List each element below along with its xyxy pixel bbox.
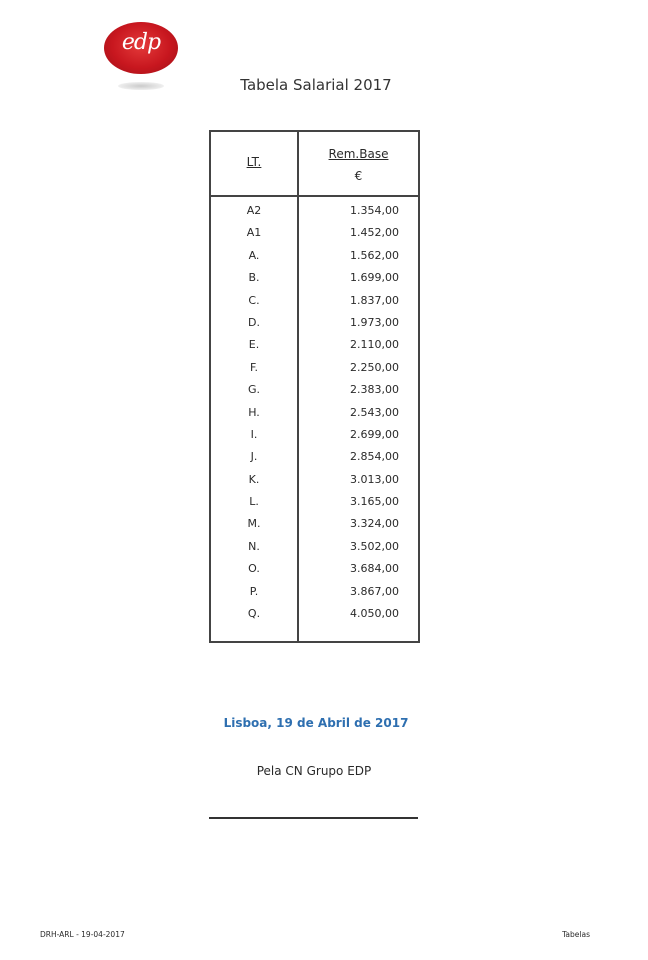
cell-rem-base: 3.502,00	[350, 539, 399, 553]
cell-lt: L.	[249, 495, 259, 509]
table-row	[211, 425, 418, 447]
cell-rem-base: 3.867,00	[350, 584, 399, 598]
cell-lt: O.	[248, 562, 260, 576]
cell-lt: K.	[248, 472, 260, 486]
table-row	[211, 380, 418, 402]
cell-rem-base: 1.973,00	[350, 315, 399, 329]
cell-lt: H.	[248, 405, 260, 419]
header-rem-base: Rem.Base	[328, 147, 389, 161]
cell-lt: B.	[248, 271, 260, 285]
table-row	[211, 604, 418, 626]
cell-rem-base: 2.110,00	[350, 338, 399, 352]
place-date: Lisboa, 19 de Abril de 2017	[223, 716, 409, 730]
header-currency: €	[354, 169, 363, 183]
table-row	[211, 514, 418, 536]
cell-lt: P.	[249, 584, 259, 598]
cell-rem-base: 3.684,00	[350, 562, 399, 576]
table-body	[211, 201, 418, 626]
table-row	[211, 492, 418, 514]
cell-lt: M.	[247, 517, 261, 531]
cell-rem-base: 1.562,00	[350, 248, 399, 262]
cell-rem-base: 1.837,00	[350, 293, 399, 307]
salary-table	[209, 130, 420, 643]
table-row	[211, 537, 418, 559]
cell-lt: F.	[249, 360, 259, 374]
cell-rem-base: 1.452,00	[350, 226, 399, 240]
table-row	[211, 403, 418, 425]
signer: Pela CN Grupo EDP	[256, 764, 372, 778]
cell-rem-base: 2.699,00	[350, 427, 399, 441]
table-row	[211, 313, 418, 335]
cell-rem-base: 2.854,00	[350, 450, 399, 464]
table-row	[211, 246, 418, 268]
signature-line	[209, 817, 418, 819]
cell-lt: N.	[248, 539, 260, 553]
table-header-divider	[211, 195, 418, 197]
cell-lt: Q.	[247, 607, 261, 621]
cell-lt: I.	[250, 427, 258, 441]
cell-rem-base: 1.354,00	[350, 204, 399, 217]
cell-lt: D.	[248, 315, 260, 329]
table-row	[211, 358, 418, 380]
cell-rem-base: 2.543,00	[350, 405, 399, 419]
cell-lt: G.	[247, 383, 261, 397]
table-row	[211, 291, 418, 313]
table-row	[211, 335, 418, 357]
header-lt: LT.	[246, 155, 262, 169]
table-row	[211, 268, 418, 290]
cell-lt: E.	[248, 338, 260, 352]
cell-rem-base: 4.050,00	[350, 607, 399, 621]
cell-rem-base: 3.324,00	[350, 517, 399, 531]
logo-text: edp	[121, 30, 161, 55]
cell-lt: J.	[250, 450, 258, 464]
footer-section: Tabelas	[562, 930, 590, 939]
cell-rem-base: 2.383,00	[350, 383, 399, 397]
cell-lt: A2	[246, 204, 262, 217]
table-row	[211, 447, 418, 469]
table-row	[211, 223, 418, 245]
table-row	[211, 470, 418, 492]
cell-rem-base: 2.250,00	[350, 360, 399, 374]
table-row	[211, 559, 418, 581]
document-title: Tabela Salarial 2017	[240, 76, 392, 94]
cell-lt: C.	[248, 293, 260, 307]
table-row	[211, 201, 418, 223]
table-row	[211, 582, 418, 604]
cell-rem-base: 3.013,00	[350, 472, 399, 486]
cell-lt: A.	[248, 248, 260, 262]
cell-rem-base: 1.699,00	[350, 271, 399, 285]
cell-rem-base: 3.165,00	[350, 495, 399, 509]
footer-reference: DRH-ARL - 19-04-2017	[40, 930, 125, 939]
cell-lt: A1	[246, 226, 262, 240]
